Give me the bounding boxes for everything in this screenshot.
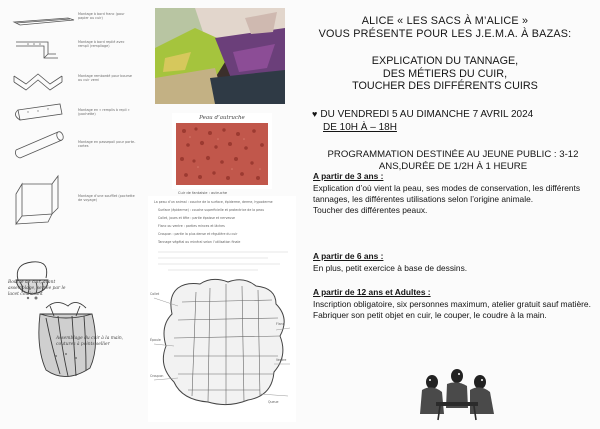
ostrich-leather-photo (176, 123, 268, 185)
diagram-label-5: Ventre (276, 358, 287, 362)
purse-caption-2: Assemblage du cuir à la main, coutures à points sellier (56, 336, 124, 347)
seam-sketches (8, 8, 146, 248)
doc-line-3: Collet, joues et tête : partie épaisse et nerveuse (158, 216, 235, 220)
dates-text: DU VENDREDI 5 AU DIMANCHE 7 AVRIL 2024 (320, 109, 534, 120)
topic-line-3: TOUCHER DES DIFFÉRENTS CUIRS (352, 80, 538, 92)
section-12-ans-paragraph-2: Fabriquer son petit objet en cuir, le couper, le coudre à la main. (313, 310, 547, 321)
sketch-label-1: Montage à bord franc (pour papier ou cuir) (78, 12, 125, 20)
doc-line-1: La peau d’un animal : couche de la surface, épiderme, derme, hypoderme (154, 200, 273, 204)
purse-drawings (6, 258, 146, 418)
people-around-table-drawing (414, 364, 500, 422)
diagram-label-3: Croupon (150, 374, 164, 378)
topic-title (300, 55, 590, 93)
gathering-sketch (414, 364, 500, 422)
heart-icon: ♥ (312, 109, 318, 119)
ostrich-texture (176, 123, 268, 185)
hide-diagram (148, 196, 296, 422)
diagram-label-1: Collet (150, 292, 160, 296)
doc-line-2: Surface (épiderme) : couche superficielle et protectrice de la peau (158, 208, 265, 212)
section-heading-6-ans: A partir de 6 ans : (313, 251, 384, 261)
section-3-ans-paragraph-1: Explication d’où vient la peau, ses modes de conservation, les différents tannages, les différentes utilisations selon l’origine animale. (313, 183, 581, 205)
sketch-label-5: Montage en passepoil pour porte-cartes (78, 140, 136, 148)
doc-line-6: Tannage végétal ou minéral selon l’utilisation finale (158, 240, 241, 244)
ostrich-leather-card (172, 113, 272, 189)
section-text-12-ans (313, 299, 593, 321)
programme-audience (312, 149, 594, 172)
announce-line-1: ALICE « LES SACS À M’ALICE » (361, 15, 529, 27)
section-heading-3-ans: A partir de 3 ans : (313, 171, 384, 181)
sketch-label-3: Montage rembordé pour bourse ou cuir verni (78, 74, 132, 82)
diagram-label-4: Flanc (276, 322, 285, 326)
programme-line-2: ANS,DURÉE DE 1/2H À 1 HEURE (378, 160, 528, 172)
sketch-label-6: Montage d’une soufflet (pochette de voyage) (78, 194, 135, 202)
section-3-ans-paragraph-2: Toucher des différentes peaux. (313, 205, 428, 216)
section-12-ans-paragraph-1: Inscription obligatoire, six personnes maximum, atelier gratuit sauf matière. (313, 299, 591, 309)
section-text-6-ans (313, 263, 593, 274)
event-dates (312, 109, 533, 120)
purse-caption-1: Bourse de cuir, avant assemblage, serrée par le lacet coulissant (8, 280, 66, 297)
sketch-label-4: Montage en « remplis à repli » (pochette) (78, 108, 130, 116)
leather-samples-image (155, 8, 285, 104)
announce-line-2: VOUS PRÉSENTE POUR LES J.E.M.A. À BAZAS: (318, 27, 572, 40)
ostrich-caption: Cuir de fantaisie : autruche (178, 191, 228, 195)
doc-line-5: Croupon : partie la plus dense et régulière du cuir (158, 232, 238, 236)
topic-line-1: EXPLICATION DU TANNAGE, (371, 55, 519, 67)
section-text-3-ans (313, 183, 593, 217)
section-6-ans-paragraph-1: En plus, petit exercice à base de dessins. (313, 263, 468, 273)
hide-anatomy-document (148, 196, 296, 422)
sketch-label-2: Montage à bord replié avec rempli (rempliage) (78, 40, 125, 48)
topic-line-2: DES MÉTIERS DU CUIR, (382, 67, 508, 80)
doc-line-4: Flanc ou ventre : parties minces et lâches (158, 224, 225, 228)
leather-samples-photo (155, 8, 285, 104)
ostrich-title: Peau d’autruche (199, 115, 245, 121)
programme-line-1: PROGRAMMATION DESTINÉE AU JEUNE PUBLIC : 3-12 (327, 149, 579, 160)
section-heading-12-ans: A partir de 12 ans et Adultes : (313, 287, 431, 297)
diagram-label-6: Queue (268, 400, 279, 404)
diagram-label-2: Épaule (150, 338, 161, 342)
announcement (300, 15, 590, 40)
event-hours: DE 10H À – 18H (323, 122, 397, 133)
